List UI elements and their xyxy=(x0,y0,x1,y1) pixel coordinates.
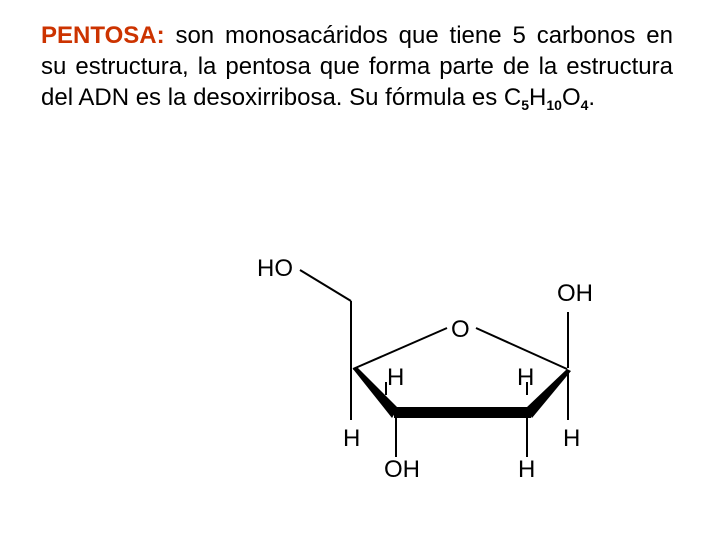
label-c4-hydrogen-up: H xyxy=(387,364,405,391)
formula-h: H xyxy=(529,84,547,111)
bond-c4-ring-o xyxy=(353,328,447,369)
formula-o-subscript: 4 xyxy=(580,97,589,113)
label-c1-hydrogen-up: H xyxy=(517,364,535,391)
label-c4-hydrogen-down: H xyxy=(343,425,361,452)
formula-c-subscript: 5 xyxy=(521,97,530,113)
formula-o: O xyxy=(561,84,581,111)
label-oh-right: OH xyxy=(557,280,593,307)
formula-h-subscript: 10 xyxy=(546,97,562,113)
bond-ho-c5 xyxy=(300,270,351,301)
term-pentosa: PENTOSA: xyxy=(41,22,165,49)
label-c3-hydroxyl: OH xyxy=(384,456,420,483)
label-ring-oxygen: O xyxy=(451,316,470,343)
bond-ring-o-c1 xyxy=(476,328,567,369)
label-ho-top: HO xyxy=(257,255,293,282)
label-c1-hydrogen-down: H xyxy=(563,425,581,452)
description-end: . xyxy=(588,84,596,111)
label-c2-hydrogen: H xyxy=(518,456,536,483)
bold-bond-c3-c2 xyxy=(394,407,531,418)
formula-c: C xyxy=(503,84,522,111)
description-body: son monosacáridos que tiene 5 carbonos en su estructura, la pentosa que forma parte de la estructura del ADN es la desoxirribosa. Su fórmula es xyxy=(41,22,673,111)
